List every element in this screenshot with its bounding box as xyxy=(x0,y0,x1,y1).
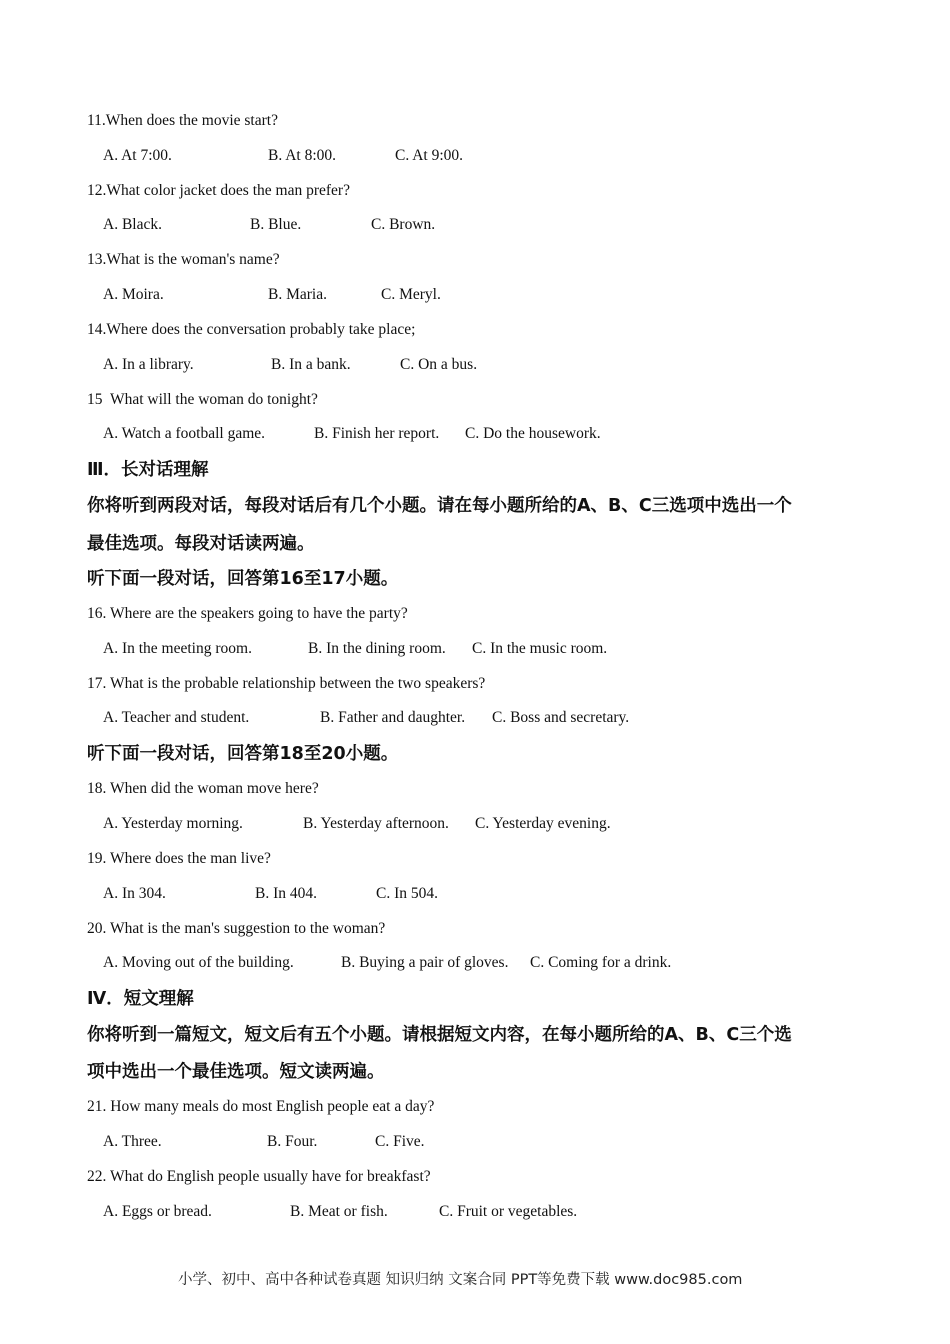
q22-option-b: B. Meat or fish. xyxy=(290,1203,388,1220)
q11-option-b: B. At 8:00. xyxy=(268,147,337,164)
q15-option-a: A. Watch a football game. xyxy=(103,425,266,442)
q18-option-a: A. Yesterday morning. xyxy=(103,815,243,832)
q11-option-c: C. At 9:00. xyxy=(395,147,464,164)
question-11: 11.When does the movie start? xyxy=(87,112,278,129)
q20-option-c: C. Coming for a drink. xyxy=(530,954,672,971)
q15-option-c: C. Do the housework. xyxy=(465,425,601,442)
q14-option-a: A. In a library. xyxy=(103,356,194,373)
q12-option-a: A. Black. xyxy=(103,216,162,233)
q19-option-b: B. In 404. xyxy=(255,885,317,902)
q13-option-a: A. Moira. xyxy=(103,286,164,303)
question-14: 14.Where does the conversation probably take place; xyxy=(87,321,416,338)
q11-option-a: A. At 7:00. xyxy=(103,147,172,164)
q21-option-a: A. Three. xyxy=(103,1133,162,1150)
q17-option-a: A. Teacher and student. xyxy=(103,709,250,726)
q13-option-c: C. Meryl. xyxy=(381,286,441,303)
question-18: 18. When did the woman move here? xyxy=(87,780,319,797)
q14-option-b: B. In a bank. xyxy=(271,356,351,373)
section-3-instructions-line-2: 最佳选项。每段对话读两遍。 xyxy=(87,534,315,554)
section-3-title: Ⅲ．长对话理解 xyxy=(87,460,209,480)
section-4-instructions-line-2: 项中选出一个最佳选项。短文读两遍。 xyxy=(87,1062,385,1082)
q18-option-b: B. Yesterday afternoon. xyxy=(303,815,449,832)
question-21: 21. How many meals do most English people eat a day? xyxy=(87,1098,435,1115)
q16-option-b: B. In the dining room. xyxy=(308,640,446,657)
dialogue-2-heading: 听下面一段对话，回答第18至20小题。 xyxy=(87,744,399,764)
question-16: 16. Where are the speakers going to have the party? xyxy=(87,605,408,622)
question-22: 22. What do English people usually have for breakfast? xyxy=(87,1168,431,1185)
q22-option-a: A. Eggs or bread. xyxy=(103,1203,212,1220)
dialogue-1-heading: 听下面一段对话，回答第16至17小题。 xyxy=(87,569,399,589)
question-20: 20. What is the man's suggestion to the woman? xyxy=(87,920,386,937)
q19-option-a: A. In 304. xyxy=(103,885,166,902)
q17-option-b: B. Father and daughter. xyxy=(320,709,466,726)
question-17: 17. What is the probable relationship between the two speakers? xyxy=(87,675,486,692)
q20-option-b: B. Buying a pair of gloves. xyxy=(341,954,509,971)
question-13: 13.What is the woman's name? xyxy=(87,251,280,268)
q12-option-b: B. Blue. xyxy=(250,216,302,233)
section-3-instructions-line-1: 你将听到两段对话，每段对话后有几个小题。请在每小题所给的A、B、C三选项中选出一个 xyxy=(87,496,792,516)
q12-option-c: C. Brown. xyxy=(371,216,436,233)
page-footer: 小学、初中、高中各种试卷真题 知识归纳 文案合同 PPT等免费下载 www.doc985.com xyxy=(178,1272,743,1288)
q21-option-b: B. Four. xyxy=(267,1133,318,1150)
q22-option-c: C. Fruit or vegetables. xyxy=(439,1203,578,1220)
q21-option-c: C. Five. xyxy=(375,1133,425,1150)
q13-option-b: B. Maria. xyxy=(268,286,327,303)
question-12: 12.What color jacket does the man prefer? xyxy=(87,182,350,199)
q16-option-c: C. In the music room. xyxy=(472,640,608,657)
q15-option-b: B. Finish her report. xyxy=(314,425,440,442)
q16-option-a: A. In the meeting room. xyxy=(103,640,252,657)
question-19: 19. Where does the man live? xyxy=(87,850,271,867)
q19-option-c: C. In 504. xyxy=(376,885,438,902)
q14-option-c: C. On a bus. xyxy=(400,356,478,373)
section-4-instructions-line-1: 你将听到一篇短文，短文后有五个小题。请根据短文内容，在每小题所给的A、B、C三个选 xyxy=(87,1025,792,1045)
question-15: 15 What will the woman do tonight? xyxy=(87,391,318,408)
q20-option-a: A. Moving out of the building. xyxy=(103,954,294,971)
q17-option-c: C. Boss and secretary. xyxy=(492,709,630,726)
section-4-title: Ⅳ．短文理解 xyxy=(87,989,194,1009)
q18-option-c: C. Yesterday evening. xyxy=(475,815,611,832)
